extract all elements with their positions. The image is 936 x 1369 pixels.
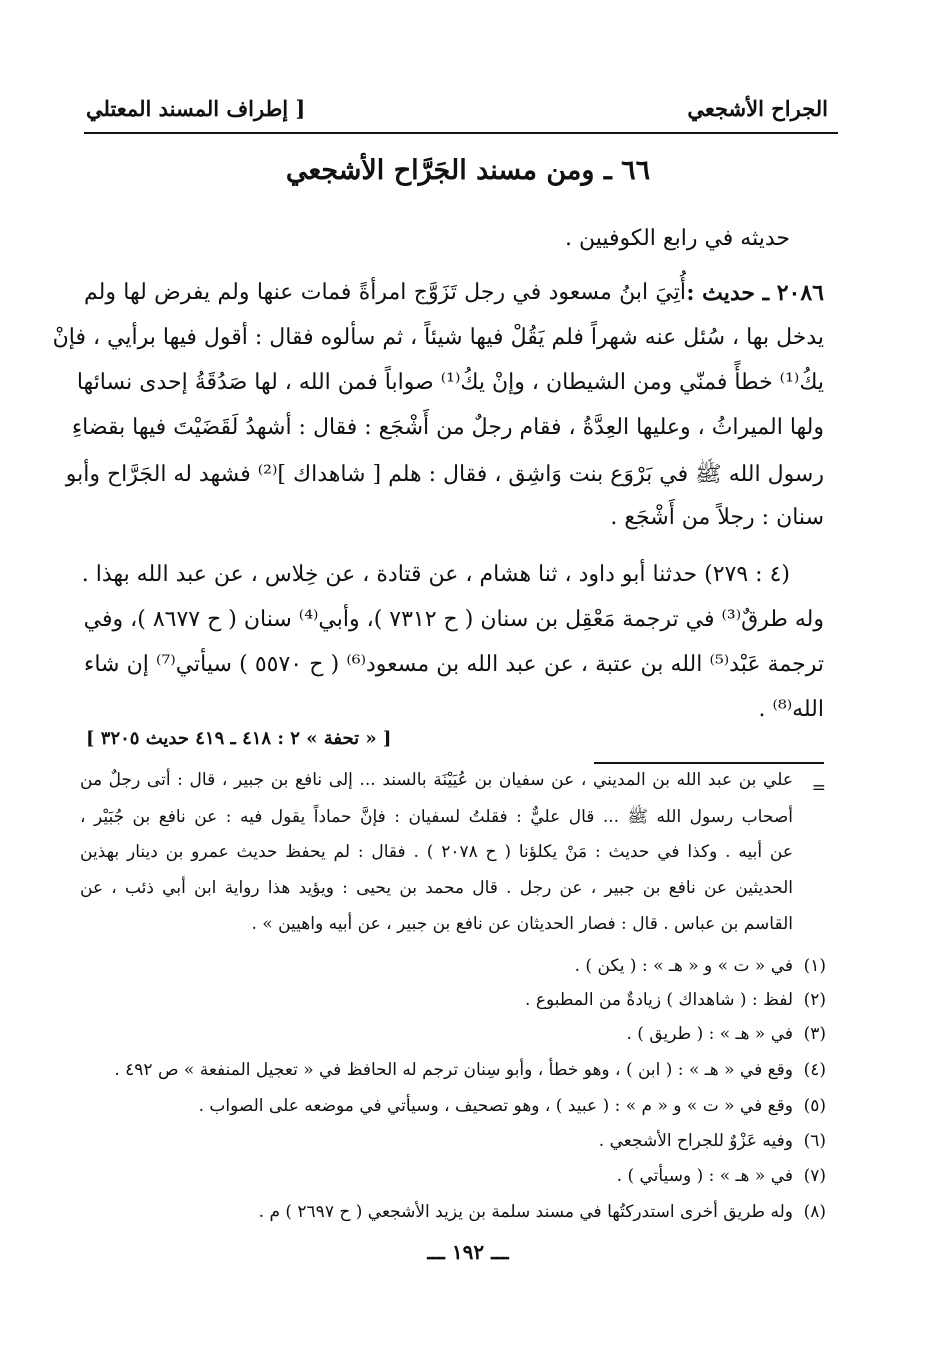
hadith-number: ٢٠٨٦ ـ حديث : <box>686 280 824 306</box>
continuation-line: أصحاب رسول الله ﷺ ... قال عليٌّ : فقلتُ لسفيان : فإنَّ حماداً يقول فيه : عن نافع بن جُبَيْر ، <box>80 807 793 827</box>
footnote-text: في « هـ » : ( طريق ) . <box>626 1024 793 1044</box>
isnad-line: (٤ : ٢٧٩) حدثنا أبو داود ، ثنا هشام ، عن قتادة ، عن خِلاس ، عن عبد الله بهذا . <box>81 562 790 587</box>
footnote-text: في « هـ » : ( وسيأتي ) . <box>616 1166 793 1186</box>
running-header-book: [ إطراف المسند المعتلي <box>86 96 306 121</box>
continuation-line: علي بن عبد الله بن المديني ، عن سفيان بن عُيَيْنَة بالسند ... إلى نافع بن جبير ، قال : أتى رجلٌ من <box>80 770 793 790</box>
footnote-number: (٣) <box>803 1024 826 1044</box>
footnote-number: (١) <box>803 956 826 976</box>
hadith-line: رسول الله ﷺ في بَرْوَع بنت وَاشِق ، فقال : هلم [ شاهداك ]⁽²⁾ فشهد له الجَرَّاح وأبو <box>65 462 824 487</box>
hadith-line: سنان : رجلاً من أَشْجَع . <box>610 505 824 530</box>
isnad-line: الله⁽⁸⁾ . <box>758 697 824 722</box>
footnote-number: (٢) <box>803 990 826 1010</box>
footnote-text: وله طريق أخرى استدركتُها في مسند سلمة بن يزيد الأشجعي ( ح ٢٦٩٧ ) م . <box>258 1202 793 1222</box>
isnad-line: ترجمة عَبْد⁽⁵⁾ الله بن عتبة ، عن عبد الله بن مسعود⁽⁶⁾ ( ح ٥٥٧٠ ) سيأتي⁽⁷⁾ إن شاء <box>84 652 825 677</box>
footnote-number: (٨) <box>803 1202 826 1222</box>
footnote-text: لفظ : ( شاهداك ) زيادةٌ من المطبوع . <box>525 990 793 1010</box>
isnad-line: وله طرقٌ⁽³⁾ في ترجمة مَعْقِل بن سنان ( ح ٧٣١٢ )، وأبي⁽⁴⁾ سنان ( ح ٨٦٧٧ )، وفي <box>83 607 824 632</box>
footnote-text: وقع في « هـ » : ( ابن ) ، وهو خطأ ، وأبو سِنان ترجم له الحافظ في « تعجيل المنفعة » ص ٤٩٢ . <box>114 1060 793 1080</box>
footnote-number: (٧) <box>803 1166 826 1186</box>
footnote-text: وقع في « ت » و « م » : ( عبيد ) ، وهو تصحيف ، وسيأتي في موضعه على الصواب . <box>198 1096 793 1116</box>
continuation-line: القاسم بن عباس . قال : فصار الحديثان عن نافع بن جبير ، عن أبيه واهيين » . <box>251 914 793 934</box>
hadith-line: يكُ⁽¹⁾ خطأً فمنّي ومن الشيطان ، وإنْ يكُ⁽¹⁾ صواباً فمن الله ، لها صَدُقَةُ إحدى نسائها <box>76 370 824 395</box>
footnote-text: وفيه عَزْوٌ للجراح الأشجعي . <box>598 1131 793 1151</box>
continuation-line: عن أبيه . وكذا في حديث : مَنْ يكلؤنا ( ح ٢٠٧٨ ) . فقال : لم يحفظ حديث عمرو بن دينار بهذين <box>80 842 793 862</box>
hadith-line: أُتِيَ ابنُ مسعود في رجل تَزَوَّج امرأةً فمات عنها ولم يفرض لها ولم <box>84 280 686 305</box>
footnote-text: في « ت » و « هـ » : ( يكن ) . <box>574 956 793 976</box>
hadith-line: يدخل بها ، سُئل عنه شهراً فلم يَقُلْ فيها شيئاً ، ثم سألوه فقال : أقول فيها برأيي ، فإنْ <box>52 325 824 350</box>
footnote-number: (٤) <box>803 1060 826 1080</box>
tuhfa-reference: [ « تحفة » ٢ : ٤١٨ ـ ٤١٩ حديث ٣٢٠٥ ] <box>86 728 392 749</box>
running-header-title: الجراح الأشجعي <box>687 96 828 121</box>
footnote-number: (٥) <box>803 1096 826 1116</box>
header-rule <box>84 132 838 134</box>
hadith-line: ولها الميراثُ ، وعليها العِدَّةُ ، فقام رجلٌ من أَشْجَع : فقال : أشهدُ لَقَضَيْتَ فيها بقضاءِ <box>71 415 824 440</box>
intro-line: حديثه في رابع الكوفيين . <box>565 226 790 251</box>
continuation-mark: = <box>811 778 826 798</box>
page-number: ـــ ١٩٢ ـــ <box>427 1240 509 1264</box>
section-title: ٦٦ ـ ومن مسند الجَرَّاح الأشجعي <box>285 155 651 186</box>
footnote-number: (٦) <box>803 1131 826 1151</box>
footnote-rule <box>594 762 824 764</box>
continuation-line: الحديثين عن نافع بن جبير ، عن رجل . قال محمد بن يحيى : ويؤيد هذا رواية ابن أبي ذئب ، عن <box>80 878 793 898</box>
